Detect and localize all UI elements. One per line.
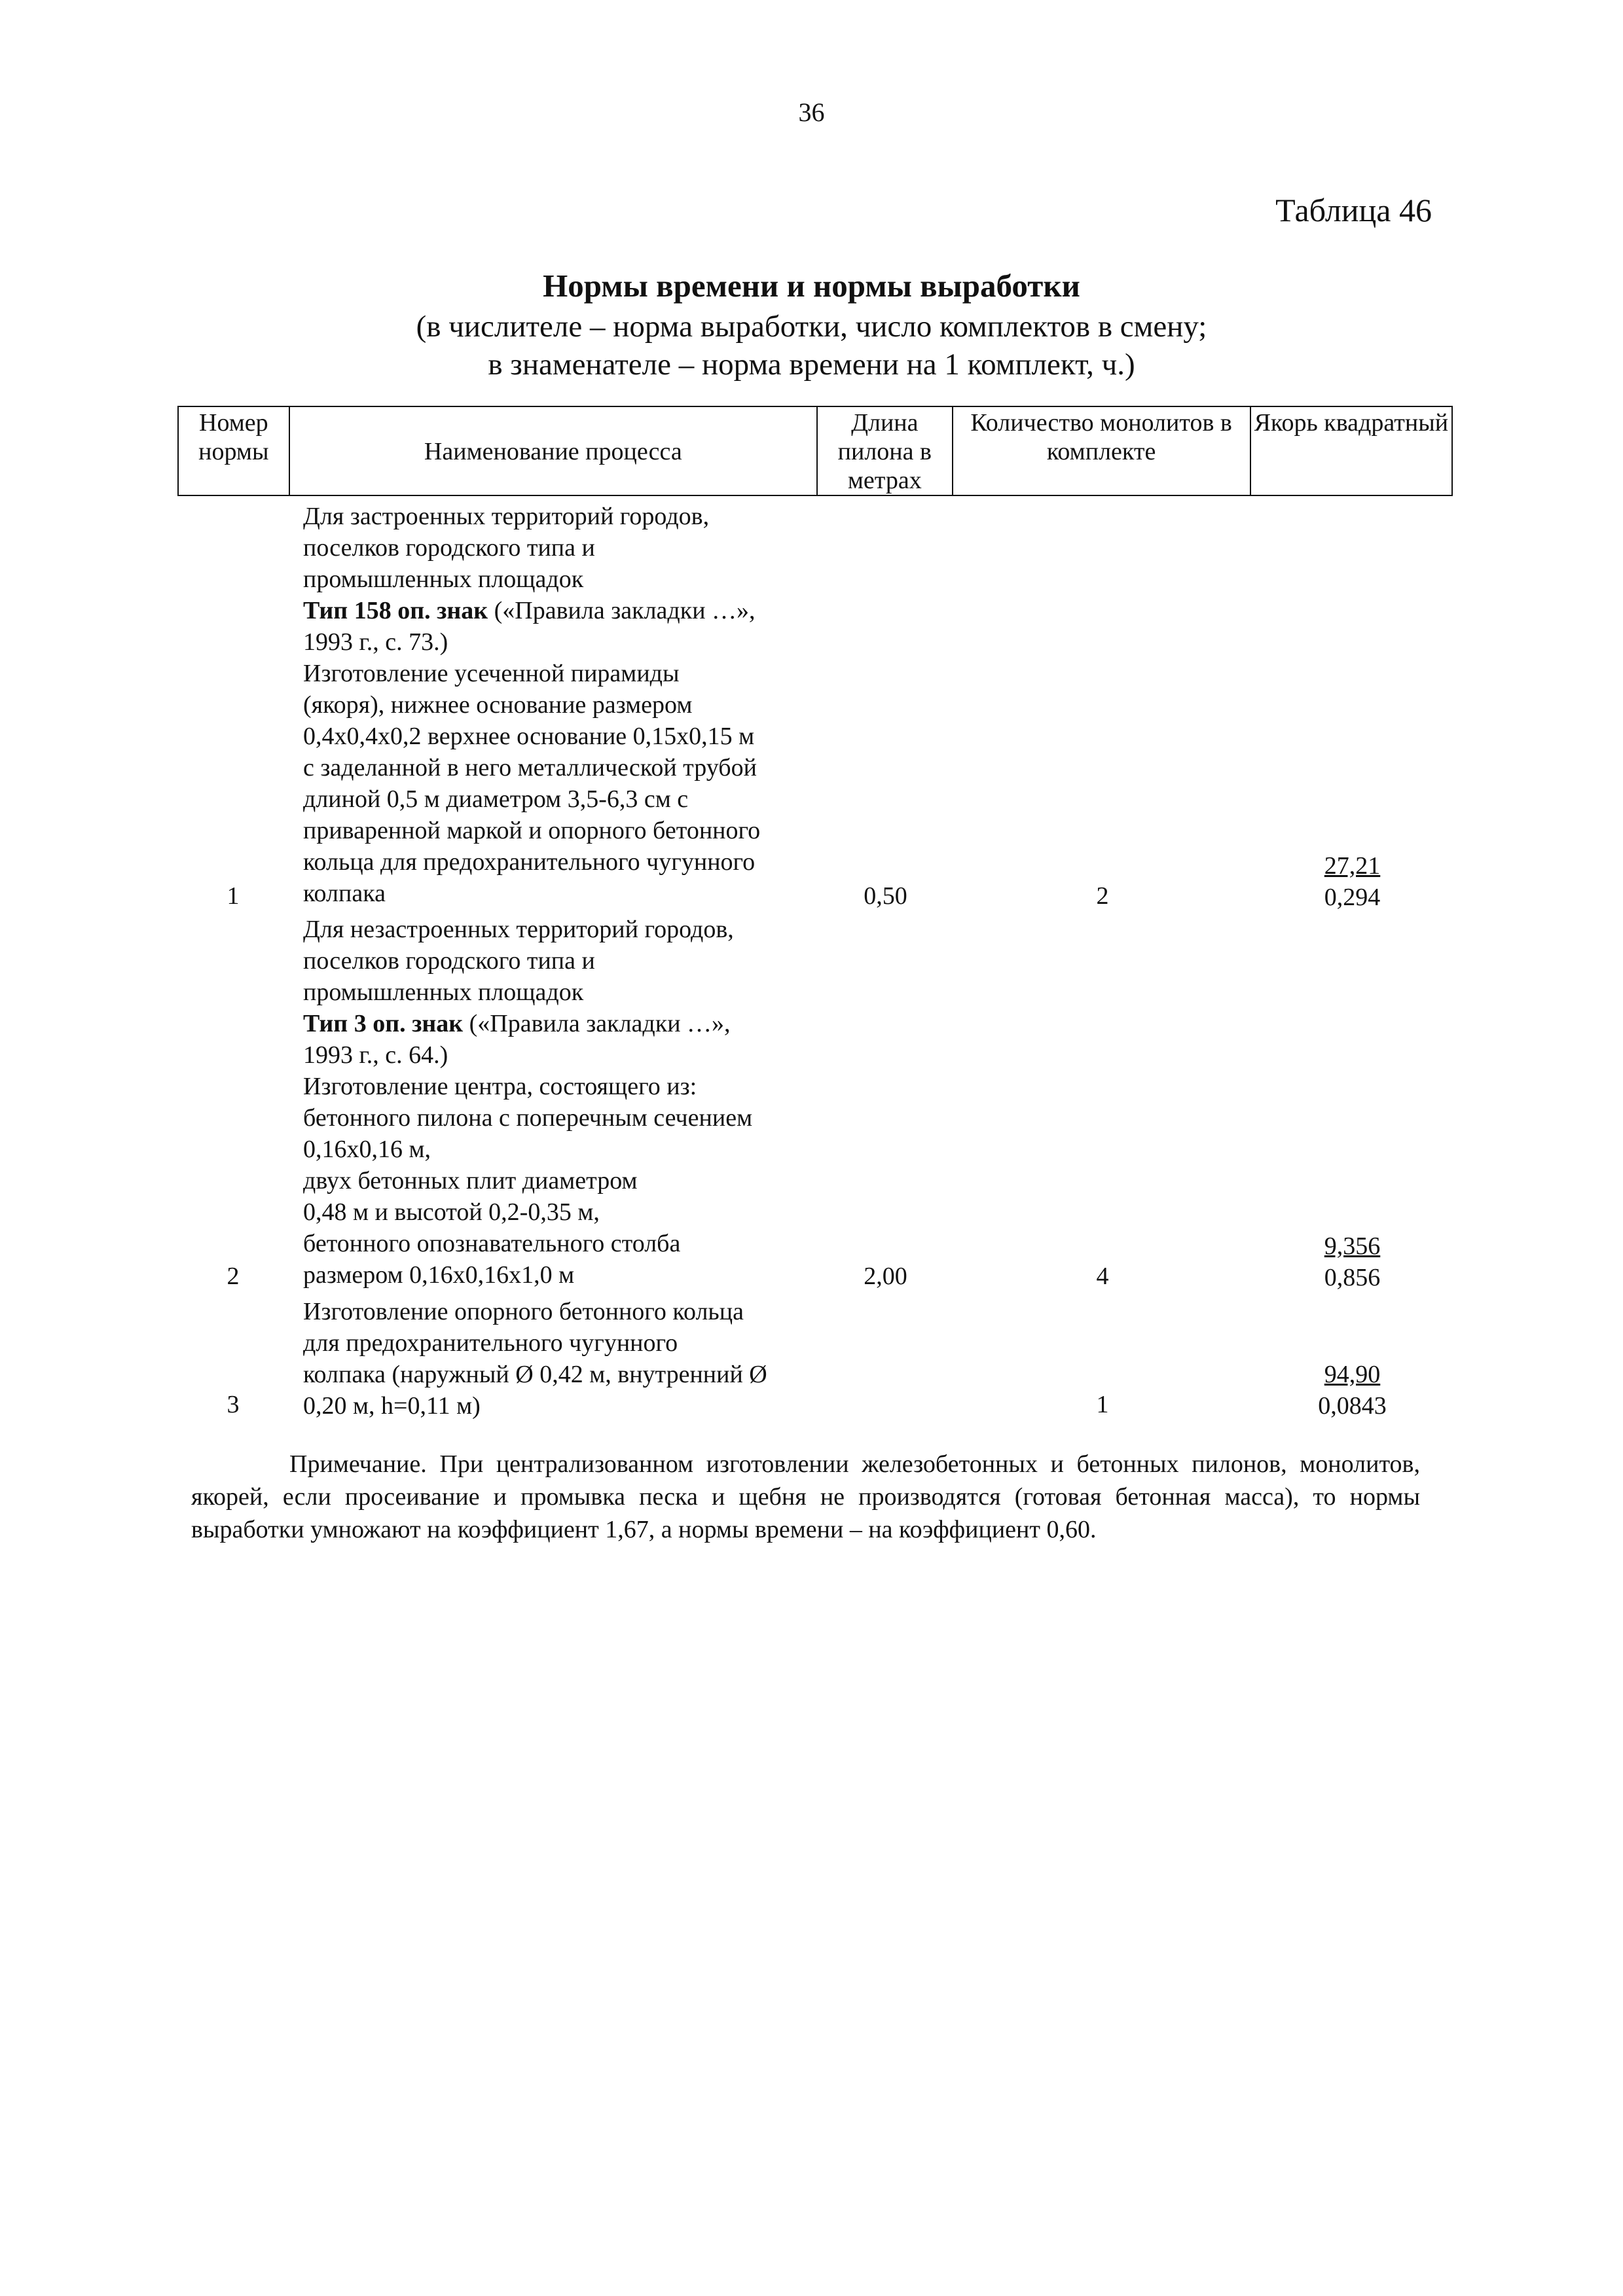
header-num: Номер нормы xyxy=(179,407,290,495)
row-anchor xyxy=(1252,1359,1453,1422)
table-label: Таблица 46 xyxy=(1275,192,1432,228)
row-length: 2,00 xyxy=(864,1263,907,1290)
row-description xyxy=(303,914,827,1291)
anchor-numerator: 27,21 xyxy=(1324,852,1381,880)
row-desc-body: Изготовление усеченной пирамиды (якоря), нижнее основание размером 0,4х0,4х0,2 верхнее основание 0,15х0,15 м с заделанной в него металлической трубой длиной 0,5 м диаметром 3,5-6,3 см с приваренной маркой и опорного бетонного кольца для предохранительного чугунного колпака xyxy=(303,660,761,907)
row-type-bold: Тип 158 оп. знак xyxy=(303,597,488,624)
page-number: 36 xyxy=(798,98,825,127)
header-anchor: Якорь квадратный xyxy=(1254,409,1449,437)
row-type-ref: («Правила закладки …», 1993 г., с. 64.) xyxy=(303,1010,731,1069)
header-name: Наименование процесса xyxy=(290,407,818,495)
row-desc-intro: Для незастроенных территорий городов, поселков городского типа и промышленных площадок xyxy=(303,916,734,1006)
page-title: Нормы времени и нормы выработки xyxy=(543,268,1080,304)
row-description xyxy=(303,501,827,909)
row-anchor xyxy=(1252,850,1453,913)
row-anchor xyxy=(1252,1230,1453,1293)
row-type-bold: Тип 3 оп. знак xyxy=(303,1010,464,1037)
row-count: 2 xyxy=(1096,882,1109,910)
subtitle xyxy=(0,308,1623,384)
subtitle-line-1: (в числителе – норма выработки, число комплектов в смену; xyxy=(416,310,1207,344)
row-desc-body: Изготовление центра, состоящего из: бетонного пилона с поперечным сечением 0,16х0,16 м, двух бетонных плит диаметром 0,48 м и высотой 0,2-0,35 м, бетонного опознавательного столба размером 0,16х0,16х1,0 м xyxy=(303,1073,753,1289)
anchor-denominator: 0,0843 xyxy=(1318,1392,1387,1420)
anchor-numerator: 94,90 xyxy=(1324,1361,1381,1388)
row-count: 1 xyxy=(1096,1391,1109,1418)
anchor-numerator: 9,356 xyxy=(1324,1232,1381,1260)
row-description: Изготовление опорного бетонного кольца для предохранительного чугунного колпака (наружный Ø 0,42 м, внутренний Ø 0,20 м, h=0,11 м) xyxy=(303,1298,767,1420)
row-count: 4 xyxy=(1096,1263,1109,1290)
row-number: 3 xyxy=(227,1391,240,1418)
footnote: Примечание. При централизованном изготовлении железобетонных и бетонных пилонов, монолитов, якорей, если просеивание и промывка песка и щебня не производятся (готовая бетонная масса), то нормы выработки умножают на коэффициент 1,67, а нормы времени – на коэффициент 0,60. xyxy=(191,1450,1420,1543)
row-type-ref: («Правила закладки …», 1993 г., с. 73.) xyxy=(303,597,756,656)
anchor-denominator: 0,294 xyxy=(1324,884,1381,911)
header-count: Количество монолитов в комплекте xyxy=(953,407,1251,495)
subtitle-line-2: в знаменателе – норма времени на 1 комплект, ч.) xyxy=(488,348,1135,382)
row-number: 2 xyxy=(227,1263,240,1290)
table-header xyxy=(177,406,1453,496)
row-number: 1 xyxy=(227,882,240,910)
header-length: Длина пилона в метрах xyxy=(818,407,953,495)
anchor-denominator: 0,856 xyxy=(1324,1264,1381,1291)
row-desc-intro: Для застроенных территорий городов, поселков городского типа и промышленных площадок xyxy=(303,503,710,593)
row-length: 0,50 xyxy=(864,882,907,910)
